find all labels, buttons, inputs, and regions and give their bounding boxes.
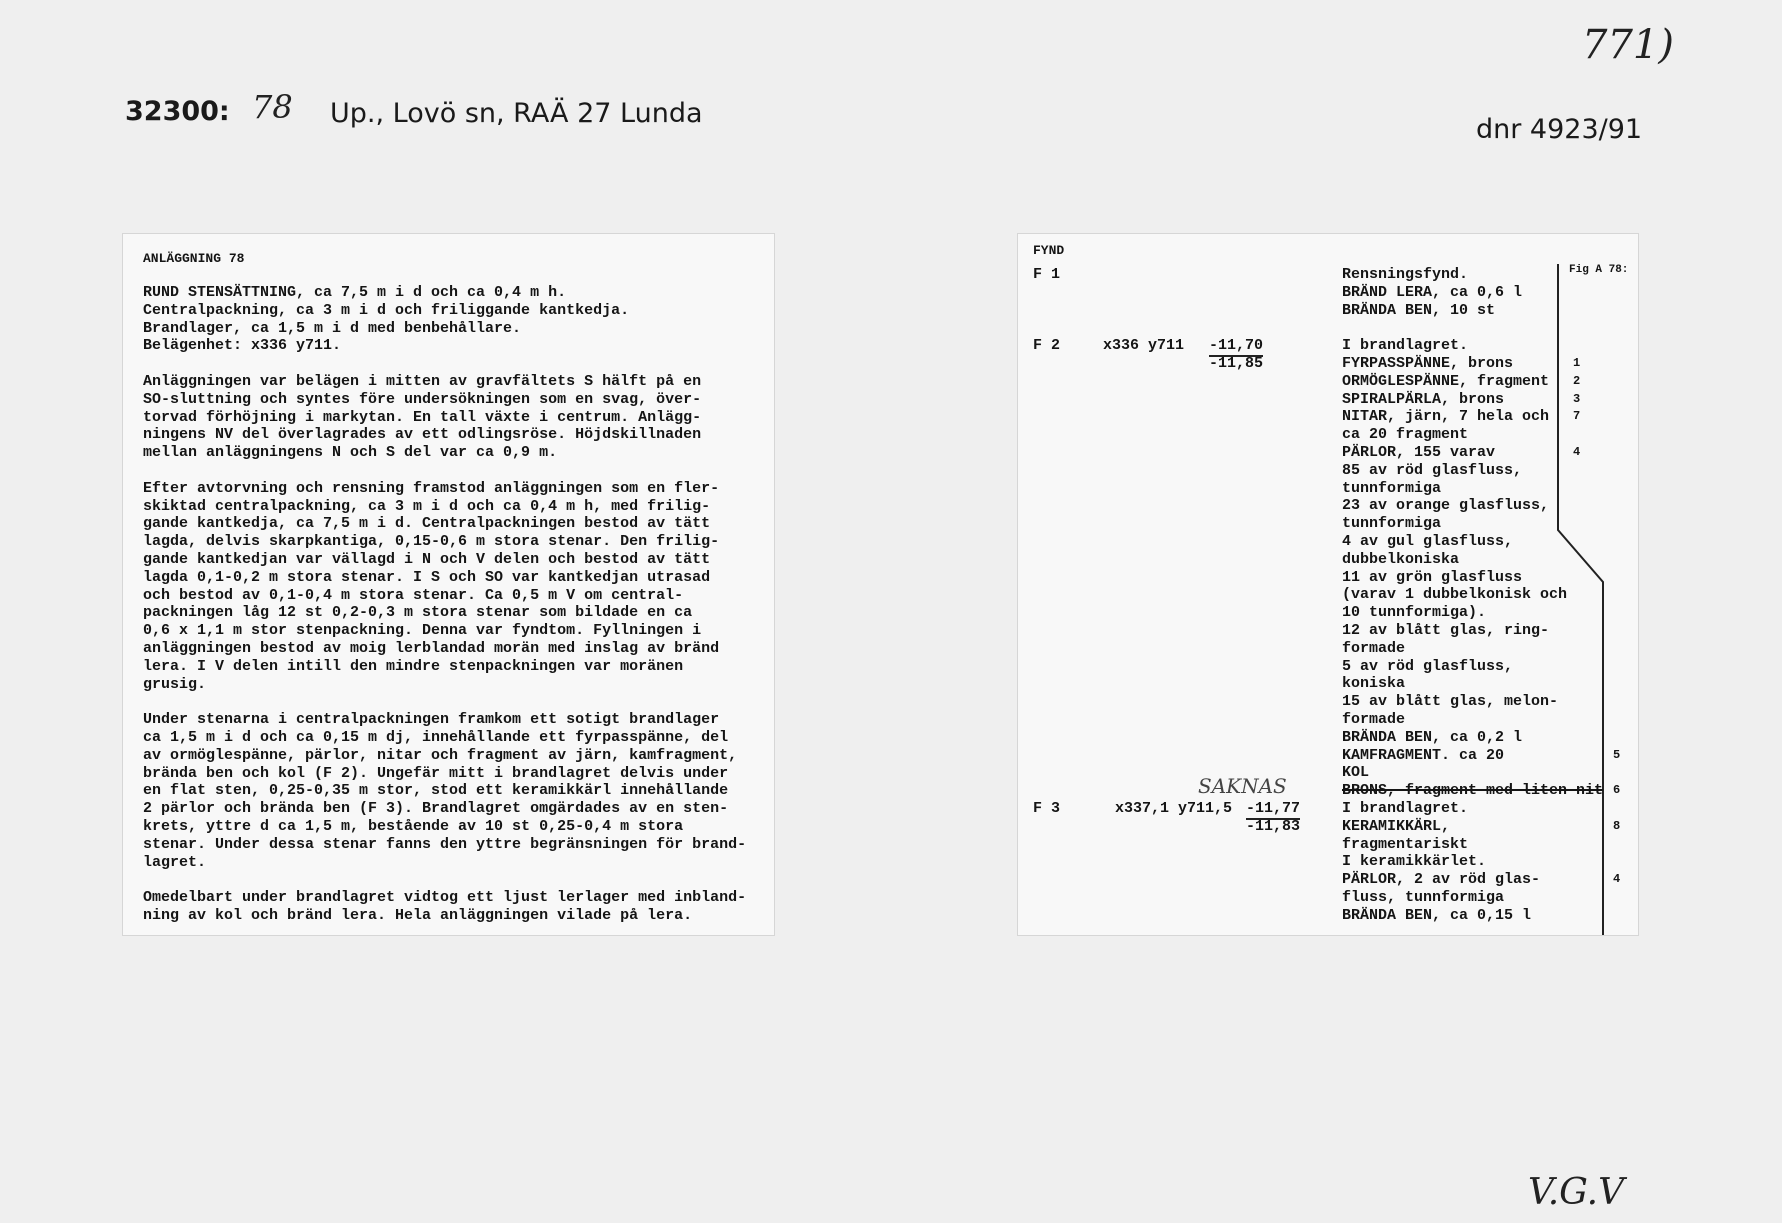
paragraph <box>143 373 746 462</box>
paragraph <box>143 480 746 694</box>
find-description-line: KAMFRAGMENT. ca 20 <box>1342 746 1505 764</box>
description-text <box>143 284 746 942</box>
find-description-line: I brandlagret. <box>1342 800 1469 817</box>
find-description-line: tunnformiga <box>1342 515 1442 533</box>
find-elevation: -11,77 <box>1246 800 1300 820</box>
find-description-line: SPIRALPÄRLA, brons <box>1342 390 1505 408</box>
text-line: SO-sluttning och syntes före undersökningen som en svag, över- <box>143 390 702 408</box>
text-line: lagda 0,1-0,2 m stora stenar. I S och SO var kantkedjan utrasad <box>143 568 711 586</box>
find-description-line: BRONS, fragment med liten nit <box>1342 782 1604 800</box>
figure-number: 6 <box>1613 783 1621 798</box>
find-description-line: BRÄND LERA, ca 0,6 l <box>1342 283 1523 301</box>
find-description-line: fluss, tunnformiga <box>1342 889 1505 906</box>
find-description-line: BRÄNDA BEN, ca 0,2 l <box>1342 728 1523 746</box>
find-description-line: I keramikkärlet. <box>1342 853 1487 871</box>
text-line: av ormöglespänne, pärlor, nitar och fragment av järn, kamfragment, <box>143 746 738 764</box>
find-description-line: PÄRLOR, 2 av röd glas- <box>1342 871 1541 889</box>
text-line: brända ben och kol (F 2). Ungefär mitt i brandlagret delvis under <box>143 764 729 782</box>
figure-number: 2 <box>1573 373 1581 388</box>
find-id: F 2 <box>1033 337 1061 355</box>
find-description-line: FYRPASSPÄNNE, brons <box>1342 355 1514 372</box>
text-line: grusig. <box>143 675 207 693</box>
find-description-line: NITAR, järn, 7 hela och <box>1342 408 1550 426</box>
text-line: ningens NV del överlagrades av ett odlingsröse. Höjdskillnaden <box>143 426 702 444</box>
find-elevation: -11,85 <box>1209 355 1264 372</box>
finds-panel <box>1017 233 1639 936</box>
find-description-line: 11 av grön glasfluss <box>1342 568 1523 586</box>
find-description-line: ORMÖGLESPÄNNE, fragment <box>1342 372 1550 390</box>
find-description-line: tunnformiga <box>1342 479 1442 497</box>
find-description-line: KOL <box>1342 764 1370 782</box>
text-line: Omedelbart under brandlagret vidtog ett ljust lerlager med inbland- <box>143 889 747 907</box>
text-line: Brandlager, ca 1,5 m i d med benbehållare. <box>143 319 522 337</box>
find-description-line: (varav 1 dubbelkonisk och <box>1342 586 1568 604</box>
find-description-line: formade <box>1342 711 1406 728</box>
text-line: Under stenarna i centralpackningen framkom ett sotigt brandlager <box>143 711 720 729</box>
figure-number: 4 <box>1613 872 1621 887</box>
text-line: ca 1,5 m i d och ca 0,15 m dj, innehållande ett fyrpasspänne, del <box>143 728 729 746</box>
figure-number: 7 <box>1573 409 1581 424</box>
text-line: gande kantkedjan var vällagd i N och V delen och bestod av tätt <box>143 550 711 568</box>
text-line: lagda, delvis skarpkantiga, 0,15-0,6 m stora stenar. Den frilig- <box>143 533 720 551</box>
find-description-line: 5 av röd glasfluss, <box>1342 657 1514 675</box>
find-description-line: PÄRLOR, 155 varav <box>1342 444 1496 461</box>
text-line: krets, yttre d ca 1,5 m, bestående av 10 st 0,25-0,4 m stora <box>143 817 684 835</box>
find-description-line: fragmentariskt <box>1342 835 1469 853</box>
figure-number: 8 <box>1613 818 1621 833</box>
text-line: en flat sten, 0,25-0,35 m stor, stod ett keramikkärl innehållande <box>143 782 729 800</box>
missing-annotation: SAKNAS <box>1198 774 1287 798</box>
description-panel <box>122 233 775 936</box>
text-line: stenar. Under dessa stenar fanns den yttre begränsningen för brand- <box>143 835 747 853</box>
text-line: lera. I V delen intill den mindre stenpackningen var moränen <box>143 657 684 675</box>
find-description-line: BRÄNDA BEN, ca 0,15 l <box>1342 906 1532 924</box>
text-line: och bestod av 0,1-0,4 m stora stenar. Ca 0,5 m V om central- <box>143 586 684 604</box>
catalog-number: 32300: <box>125 96 230 127</box>
location-title: Up., Lovö sn, RAÄ 27 Lunda <box>330 98 703 129</box>
find-id: F 3 <box>1033 800 1061 817</box>
find-elevation: -11,70 <box>1209 337 1263 357</box>
find-description-line: KERAMIKKÄRL, <box>1342 817 1451 835</box>
text-line: RUND STENSÄTTNING, ca 7,5 m i d och ca 0,4 m h. <box>143 284 567 301</box>
find-description-line: 10 tunnformiga). <box>1342 604 1487 622</box>
find-id: F 1 <box>1033 266 1061 283</box>
text-line: Belägenhet: x336 y711. <box>143 337 342 355</box>
find-description-line: 85 av röd glasfluss, <box>1342 461 1523 479</box>
find-description-line: 12 av blått glas, ring- <box>1342 622 1550 639</box>
find-description-line: 15 av blått glas, melon- <box>1342 693 1559 711</box>
paragraph <box>143 889 746 925</box>
text-line: Efter avtorvning och rensning framstod anläggningen som en fler- <box>143 479 720 497</box>
text-line: mellan anläggningens N och S del var ca 0,9 m. <box>143 444 558 462</box>
text-line: lagret. <box>143 853 207 871</box>
find-coordinates: x336 y711 <box>1103 337 1185 355</box>
page-number-handwritten: 771) <box>1582 22 1674 68</box>
catalog-number-handwritten: 78 <box>252 88 293 126</box>
find-description-line: Rensningsfynd. <box>1342 266 1469 283</box>
figure-number: 4 <box>1573 445 1581 459</box>
text-line: gande kantkedja, ca 7,5 m i d. Centralpackningen bestod av tätt <box>143 515 711 533</box>
figure-number: 5 <box>1613 747 1621 762</box>
text-line: Centralpackning, ca 3 m i d och friliggande kantkedja. <box>143 301 630 319</box>
paragraph <box>143 711 746 871</box>
figure-header: Fig A 78: <box>1569 264 1629 276</box>
find-description-line: 4 av gul glasfluss, <box>1342 533 1514 550</box>
find-description-line: BRÄNDA BEN, 10 st <box>1342 301 1496 319</box>
feature-title: ANLÄGGNING 78 <box>143 251 245 266</box>
find-description-line: formade <box>1342 639 1406 657</box>
text-line: ning av kol och bränd lera. Hela anläggningen vilade på lera. <box>143 906 693 924</box>
text-line: 2 pärlor och brända ben (F 3). Brandlagret omgärdades av en sten- <box>143 800 729 818</box>
text-line: 0,6 x 1,1 m stor stenpackning. Denna var fyndtom. Fyllningen i <box>143 622 702 640</box>
diary-number: dnr 4923/91 <box>1476 114 1643 145</box>
finds-title: FYND <box>1033 243 1065 258</box>
text-line: skiktad centralpackning, ca 3 m i d och ca 0,4 m h, med frilig- <box>143 497 711 515</box>
figure-number: 1 <box>1573 356 1581 370</box>
find-description-line: 23 av orange glasfluss, <box>1342 497 1550 515</box>
find-coordinates: x337,1 y711,5 <box>1115 800 1233 817</box>
find-description-line: ca 20 fragment <box>1342 426 1469 444</box>
text-line: packningen låg 12 st 0,2-0,3 m stora stenar som bildade en ca <box>143 604 693 622</box>
paragraph <box>143 284 746 355</box>
find-elevation: -11,83 <box>1246 817 1301 835</box>
text-line: anläggningen bestod av moig lerblandad morän med inslag av bränd <box>143 639 720 657</box>
signature-handwritten: V.G.V <box>1528 1172 1625 1213</box>
text-line: Anläggningen var belägen i mitten av gravfältets S hälft på en <box>143 372 702 390</box>
text-line: torvad förhöjning i markytan. En tall växte i centrum. Anlägg- <box>143 408 702 426</box>
find-description-line: I brandlagret. <box>1342 337 1469 355</box>
find-description-line: dubbelkoniska <box>1342 550 1460 568</box>
figure-number: 3 <box>1573 391 1581 406</box>
find-description-line: koniska <box>1342 675 1406 693</box>
